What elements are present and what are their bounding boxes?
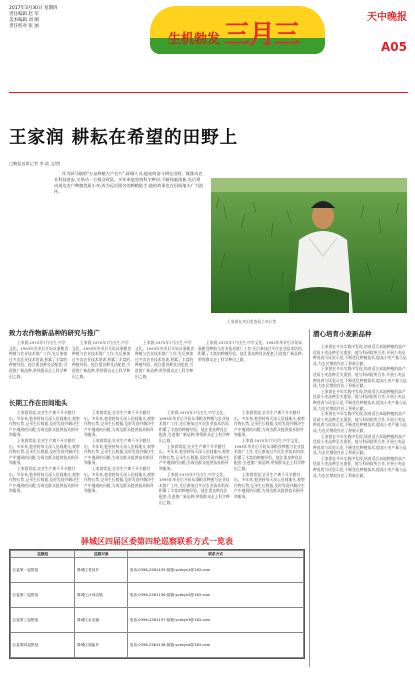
table-cell: 区委第一巡察组 xyxy=(11,558,75,583)
art-credit: 美术编辑 刘 刚 xyxy=(9,18,39,23)
section1-heading: 致力农作物新品种的研究与推广 xyxy=(9,329,100,337)
contact-table xyxy=(9,549,305,659)
header-rule xyxy=(9,92,408,93)
table-cell: 驿城区水屯镇 xyxy=(75,608,128,633)
column-header: 联系方式 xyxy=(128,551,304,558)
section2-col1: 王家润常说,农业生产离不开辛勤付出。多年来,他坚持每天深入田间地头,观察作物长势,记录生长数据,及时发现并解决生产中遇到的问题,为周边群众提供技术指导和服务。 王家润常说,农业生产离不开辛勤付出。多年来,他坚持每天深入田间地头,观察作物长势,记录生长数据,及时发现并解决生产中遇到的问题,为周边群众提供技术指导和服务。 王家润常说,农业生产离不开辛勤付出。多年来,他坚持每天深入田间地头,观察作物长势,记录生长数据,及时发现并解决生产中遇到的问题,为周边群众提供技术指导和服务。 xyxy=(9,410,80,494)
article-headline: 王家润 耕耘在希望的田野上 xyxy=(9,128,239,148)
table-row xyxy=(11,583,304,608)
column-divider xyxy=(309,329,310,667)
table-cell: 区委第三巡察组 xyxy=(11,608,75,633)
table-row xyxy=(11,558,304,583)
section2-col2: 王家润常说,农业生产离不开辛勤付出。多年来,他坚持每天深入田间地头,观察作物长势,记录生长数据,及时发现并解决生产中遇到的问题,为周边群众提供技术指导和服务。 王家润常说,农业生产离不开辛勤付出。多年来,他坚持每天深入田间地头,观察作物长势,记录生长数据,及时发现并解决生产中遇到的问题,为周边群众提供技术指导和服务。 王家润常说,农业生产离不开辛勤付出。多年来,他坚持每天深入田间地头,观察作物长势,记录生长数据,及时发现并解决生产中遇到的问题,为周边群众提供技术指导和服务。 xyxy=(84,410,155,494)
page-number: A05 xyxy=(381,40,407,54)
article-photo xyxy=(211,178,407,313)
issue-date: 2017年3月30日 星期四 xyxy=(9,6,58,11)
table-cell: 电话:0396-2581135 邮箱:yczbyx1@163.com xyxy=(128,558,304,583)
table-row xyxy=(11,608,304,633)
section2-col4: 王家润常说,农业生产离不开辛勤付出。多年来,他坚持每天深入田间地头,观察作物长势,记录生长数据,及时发现并解决生产中遇到的问题,为周边群众提供技术指导和服务。 王家润,1970年7月出生,中学文化。1993年毕业后开始从事粮食种植与农业技术推广工作,先后参加过多次农业技术培训,积累了丰富的种植经验。他注重良种良法配套,引进推广新品种,带领群众走上科学种田之路。 王家润常说,农业生产离不开辛勤付出。多年来,他坚持每天深入田间地头,观察作物长势,记录生长数据,及时发现并解决生产中遇到的问题,为周边群众提供技术指导和服务。 xyxy=(234,410,305,499)
table-header-row xyxy=(11,551,304,558)
section1-col1: 王家润,1970年7月出生,中学文化。1993年毕业后开始从事粮食种植与农业技术推广工作,先后参加过多次农业技术培训,积累了丰富的种植经验。他注重良种良法配套,引进推广新品种,带领群众走上科学种田之路。 xyxy=(9,340,69,379)
banner-title: 三月三 xyxy=(224,20,300,50)
table-cell: 电话:0396-2581136 邮箱:yczbyx2@163.com xyxy=(128,583,304,608)
editor-credit: 责任编辑 赵 军 xyxy=(9,12,39,17)
column-header: 巡察对象 xyxy=(75,551,128,558)
contact-table-title: 驿城区四届区委第四轮巡察联系方式一览表 xyxy=(81,537,233,546)
section1-col3: 王家润,1970年7月出生,中学文化。1993年毕业后开始从事粮食种植与农业技术推广工作,先后参加过多次农业技术培训,积累了丰富的种植经验。他注重良种良法配套,引进推广新品种,带领群众走上科学种田之路。 xyxy=(135,340,195,379)
table-cell: 区委第四巡察组 xyxy=(11,633,75,658)
table-row xyxy=(11,633,304,658)
column-header: 巡察组 xyxy=(11,551,75,558)
section-banner xyxy=(150,6,325,54)
section2-heading: 长期工作在田间地头 xyxy=(9,399,68,407)
photo-caption: 王家润在麦田里查看小麦长势 xyxy=(227,319,277,324)
section2-col3: 王家润,1970年7月出生,中学文化。1993年毕业后开始从事粮食种植与农业技术推广工作,先后参加过多次农业技术培训,积累了丰富的种植经验。他注重良种良法配套,引进推广新品种,带领群众走上科学种田之路。 王家润常说,农业生产离不开辛勤付出。多年来,他坚持每天深入田间地头,观察作物长势,记录生长数据,及时发现并解决生产中遇到的问题,为周边群众提供技术指导和服务。 王家润,1970年7月出生,中学文化。1993年毕业后开始从事粮食种植与农业技术推广工作,先后参加过多次农业技术培训,积累了丰富的种植经验。他注重良种良法配套,引进推广新品种,带领群众走上科学种田之路。 xyxy=(159,410,230,505)
masthead-meta xyxy=(9,6,89,30)
article-byline: □晚报首席记者 李 政 文/图 xyxy=(9,161,61,166)
table-cell: 电话:0396-2581137 邮箱:yczbyx3@163.com xyxy=(128,608,304,633)
section3-body: 王家润在多年实践中发现,培育适合本地种植的高产优质小麦品种至关重要。他与科研院所合作,开展小麦品种选育与试验示范,不断优化种植技术,提高小麦产量与品质,为农民增收作出了积极贡献。 王家润在多年实践中发现,培育适合本地种植的高产优质小麦品种至关重要。他与科研院所合作,开展小麦品种选育与试验示范,不断优化种植技术,提高小麦产量与品质,为农民增收作出了积极贡献。 王家润在多年实践中发现,培育适合本地种植的高产优质小麦品种至关重要。他与科研院所合作,开展小麦品种选育与试验示范,不断优化种植技术,提高小麦产量与品质,为农民增收作出了积极贡献。 王家润在多年实践中发现,培育适合本地种植的高产优质小麦品种至关重要。他与科研院所合作,开展小麦品种选育与试验示范,不断优化种植技术,提高小麦产量与品质,为农民增收作出了积极贡献。 王家润在多年实践中发现,培育适合本地种植的高产优质小麦品种至关重要。他与科研院所合作,开展小麦品种选育与试验示范,不断优化种植技术,提高小麦产量与品质,为农民增收作出了积极贡献。 王家润在多年实践中发现,培育适合本地种植的高产优质小麦品种至关重要。他与科研院所合作,开展小麦品种选育与试验示范,不断优化种植技术,提高小麦产量与品质,为农民增收作出了积极贡献。 xyxy=(313,344,407,478)
banner-subtitle: 生机勃发 xyxy=(168,32,221,47)
table-cell: 驿城区胡庙乡 xyxy=(75,633,128,658)
farmer-in-field-image xyxy=(211,178,407,313)
section3-heading: 潜心培育小麦新品种 xyxy=(313,330,372,338)
proof-credit: 责任校对 张 丽 xyxy=(9,24,39,29)
table-cell: 驿城区沙河店镇 xyxy=(75,583,128,608)
section1-col4: 王家润,1970年7月出生,中学文化。1993年毕业后开始从事粮食种植与农业技术推广工作,先后参加过多次农业技术培训,积累了丰富的种植经验。他注重良种良法配套,引进推广新品种,带领群众走上科学种田之路。 xyxy=(198,340,303,362)
table-cell: 电话:0396-2581138 邮箱:yczbyx4@163.com xyxy=(128,633,304,658)
table-cell: 驿城区老河乡 xyxy=(75,558,128,583)
right-column xyxy=(313,329,409,662)
intro-paragraph: 作为驿马镇的"万亩种植大户名片",驿城人员,他始终奋斗耕在田野。既推动农业科技进步,又带动一方群众致富。多年来他坚持科学种田,不断探索创新,先后带动周边农户种植优质小麦,成为远近闻名的种粮能手,他的故事也在田间地头广为流传。 xyxy=(54,171,204,194)
section1-col2: 王家润,1970年7月出生,中学文化。1993年毕业后开始从事粮食种植与农业技术推广工作,先后参加过多次农业技术培训,积累了丰富的种植经验。他注重良种良法配套,引进推广新品种,带领群众走上科学种田之路。 xyxy=(72,340,132,379)
table-cell: 区委第二巡察组 xyxy=(11,583,75,608)
newspaper-logo: 天中晚报 xyxy=(367,12,407,23)
